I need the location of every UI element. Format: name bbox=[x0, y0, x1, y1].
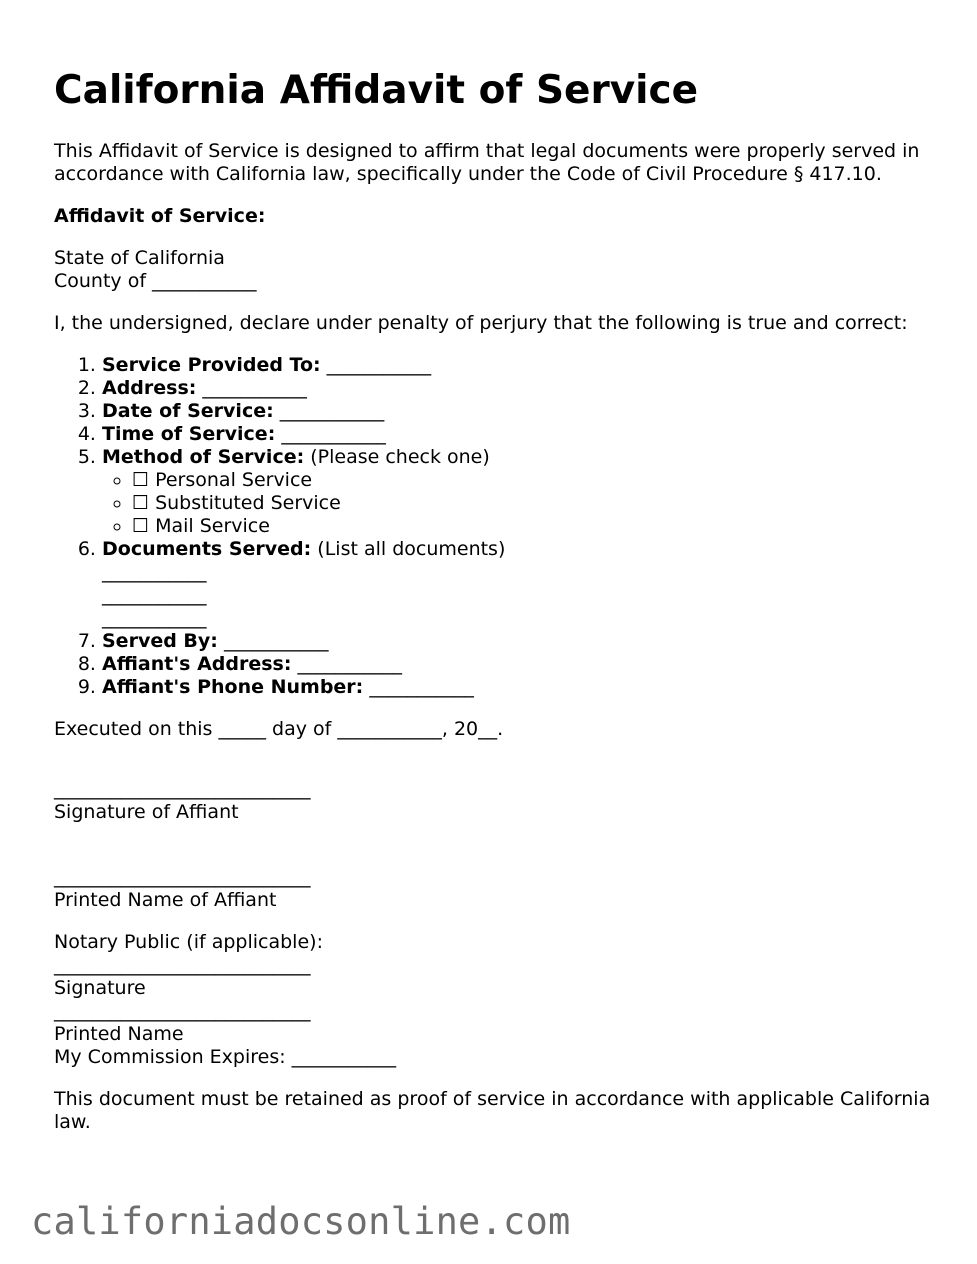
declaration: I, the undersigned, declare under penalty of perjury that the following is true and correct: bbox=[54, 312, 908, 334]
notary-name-label: Printed Name bbox=[54, 1023, 184, 1045]
item-value: ___________ bbox=[275, 423, 386, 445]
item-label: Affiant's Phone Number: bbox=[102, 676, 364, 698]
item-label: Time of Service: bbox=[102, 423, 276, 445]
item-label: Service Provided To: bbox=[102, 354, 321, 376]
page-title: California Affidavit of Service bbox=[54, 68, 699, 113]
item-value: ___________ bbox=[291, 653, 402, 675]
section-heading: Affidavit of Service: bbox=[54, 205, 266, 227]
footer-website: californiadocsonline.com bbox=[31, 1200, 571, 1243]
item-value: ___________ bbox=[363, 676, 474, 698]
item-label: Affiant's Address: bbox=[102, 653, 292, 675]
state-line: State of California bbox=[54, 247, 225, 269]
item-label: Documents Served: bbox=[102, 538, 312, 560]
item-value: (Please check one) bbox=[304, 446, 490, 468]
item-service-provided-to bbox=[102, 354, 934, 377]
venue-block bbox=[54, 247, 934, 293]
item-label: Date of Service: bbox=[102, 400, 274, 422]
signature-line: ___________________________ bbox=[54, 778, 311, 800]
executed-line: Executed on this _____ day of ___________, 20__. bbox=[54, 718, 504, 740]
item-date-of-service bbox=[102, 400, 934, 423]
notary-block bbox=[54, 931, 934, 1069]
affiant-signature-block bbox=[54, 778, 934, 824]
item-value: ___________ bbox=[320, 354, 432, 376]
document-page bbox=[54, 64, 934, 1134]
item-affiant-phone bbox=[102, 676, 934, 699]
item-label: Method of Service: bbox=[102, 446, 305, 468]
documents-blank-lines bbox=[102, 561, 934, 630]
document-line: ___________ bbox=[102, 607, 207, 629]
item-value: ___________ bbox=[217, 630, 329, 652]
printed-name-line: ___________________________ bbox=[54, 866, 311, 888]
document-line: ___________ bbox=[102, 561, 207, 583]
notary-signature-line: ___________________________ bbox=[54, 954, 311, 976]
method-mail-service[interactable]: ◦ ☐ Mail Service bbox=[132, 515, 934, 538]
method-substituted-service[interactable]: ◦ ☐ Substituted Service bbox=[132, 492, 934, 515]
item-served-by bbox=[102, 630, 934, 653]
printed-name-label: Printed Name of Affiant bbox=[54, 889, 277, 911]
method-personal-service[interactable]: ◦ ☐ Personal Service bbox=[132, 469, 934, 492]
affiant-printed-name-block bbox=[54, 866, 934, 912]
notary-signature-label: Signature bbox=[54, 977, 146, 999]
commission-expires: My Commission Expires: ___________ bbox=[54, 1046, 397, 1068]
item-documents-served bbox=[102, 538, 934, 630]
signature-label: Signature of Affiant bbox=[54, 801, 239, 823]
item-value: ___________ bbox=[273, 400, 385, 422]
item-label: Address: bbox=[102, 377, 197, 399]
item-affiant-address bbox=[102, 653, 934, 676]
county-line: County of ___________ bbox=[54, 270, 257, 292]
notary-label: Notary Public (if applicable): bbox=[54, 931, 323, 953]
notary-name-line: ___________________________ bbox=[54, 1000, 311, 1022]
item-address bbox=[102, 377, 934, 400]
intro-paragraph: This Affidavit of Service is designed to affirm that legal documents were properly served in accordance with California law, specifically under the Code of Civil Procedure § 417.10. bbox=[54, 140, 920, 185]
affidavit-items bbox=[54, 354, 934, 699]
item-value: (List all documents) bbox=[311, 538, 506, 560]
item-label: Served By: bbox=[102, 630, 218, 652]
method-options bbox=[102, 469, 934, 538]
document-line: ___________ bbox=[102, 584, 207, 606]
item-value: ___________ bbox=[196, 377, 307, 399]
item-time-of-service bbox=[102, 423, 934, 446]
closing-paragraph: This document must be retained as proof of service in accordance with applicable California law. bbox=[54, 1088, 931, 1133]
item-method-of-service bbox=[102, 446, 934, 538]
